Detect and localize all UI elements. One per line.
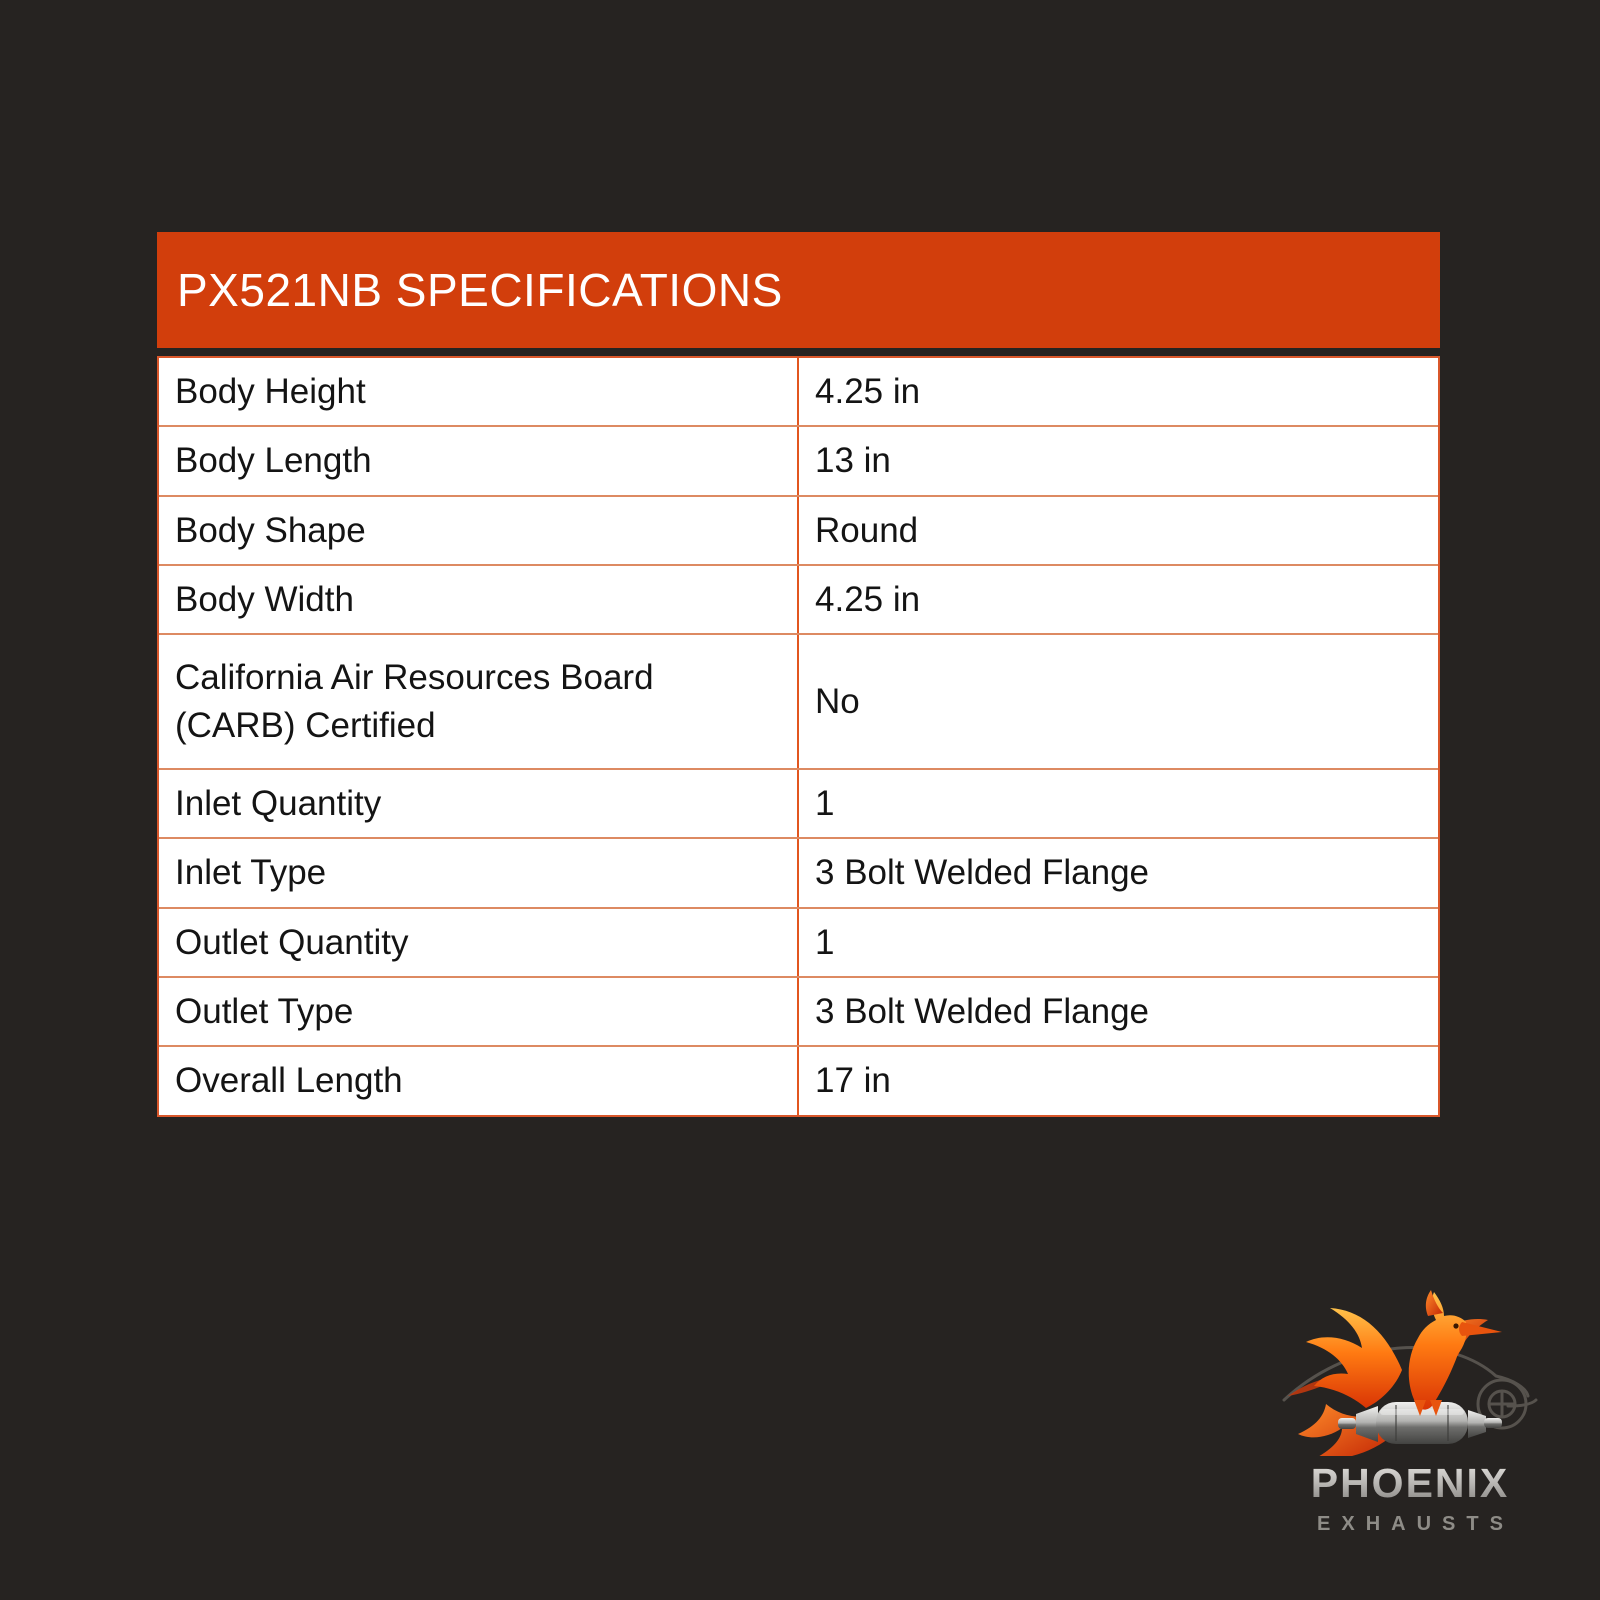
table-row <box>159 839 1438 908</box>
phoenix-exhausts-logo-icon <box>1268 1288 1552 1456</box>
spec-label: Outlet Type <box>159 978 799 1045</box>
spec-value: 1 <box>815 784 835 823</box>
spec-label: Inlet Quantity <box>159 770 799 837</box>
page-title: PX521NB SPECIFICATIONS <box>177 264 783 316</box>
spec-label: Inlet Type <box>159 839 799 906</box>
table-row <box>159 497 1438 566</box>
spec-header-bar <box>157 232 1440 348</box>
brand-subtitle: EXHAUSTS <box>1317 1513 1514 1535</box>
spec-label: Overall Length <box>159 1047 799 1115</box>
spec-value: 13 in <box>815 441 891 481</box>
spec-value: 3 Bolt Welded Flange <box>815 853 1150 893</box>
spec-label: Outlet Quantity <box>159 909 799 976</box>
spec-label: Body Width <box>159 566 799 633</box>
brand-name: PHOENIX <box>1268 1460 1552 1507</box>
table-row <box>159 978 1438 1047</box>
spec-table <box>157 356 1440 1117</box>
table-row <box>159 1047 1438 1115</box>
table-row <box>159 909 1438 978</box>
brand-logo <box>1268 1288 1552 1536</box>
spec-label: California Air Resources Board (CARB) Certified <box>159 635 799 768</box>
spec-value: 1 <box>815 922 835 962</box>
table-row <box>159 566 1438 635</box>
table-row <box>159 358 1438 427</box>
spec-value: No <box>815 681 860 721</box>
spec-value: 3 Bolt Welded Flange <box>815 991 1150 1031</box>
table-row <box>159 635 1438 770</box>
spec-label: Body Height <box>159 358 799 425</box>
spec-label: Body Shape <box>159 497 799 564</box>
spec-value: 17 in <box>815 1061 891 1101</box>
table-row <box>159 427 1438 496</box>
spec-value: 4.25 in <box>815 579 921 619</box>
spec-value: 4.25 in <box>815 372 921 411</box>
spec-value: Round <box>815 510 919 550</box>
spec-label: Body Length <box>159 427 799 494</box>
table-row <box>159 770 1438 839</box>
